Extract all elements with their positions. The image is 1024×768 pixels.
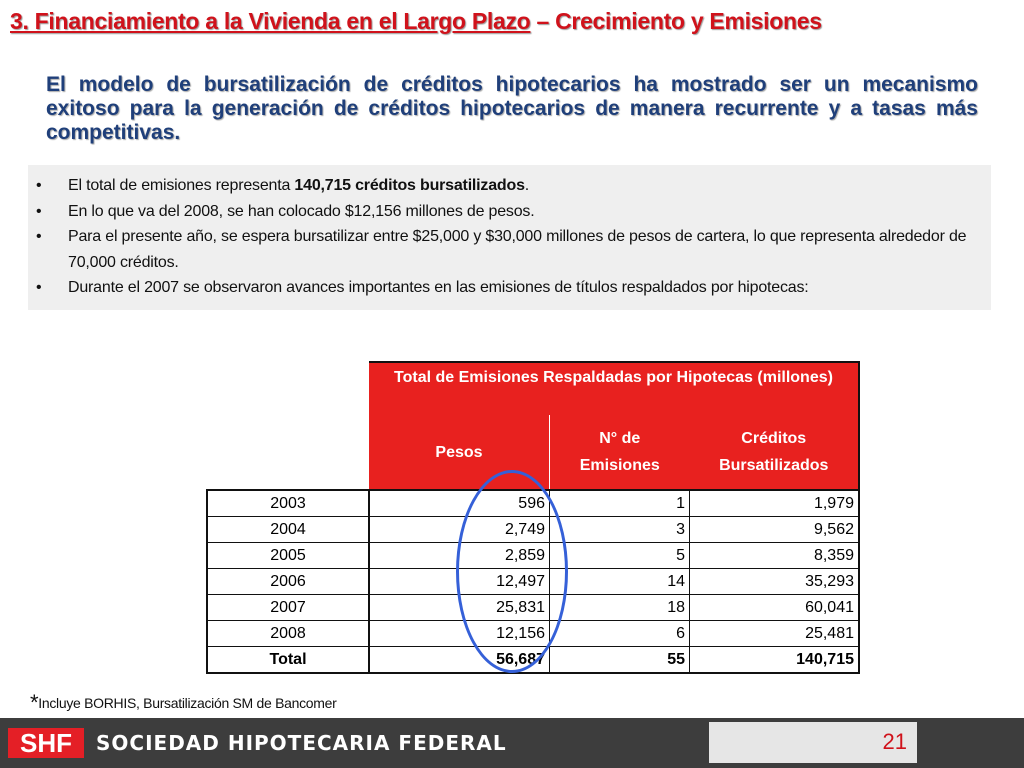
total-creditos: 140,715 xyxy=(690,647,860,674)
bullet-text: . xyxy=(524,177,530,194)
table-title: Total de Emisiones Respaldadas por Hipotecas (millones) xyxy=(369,362,859,415)
year-cell: 2006 xyxy=(207,569,369,595)
header-pesos: Pesos xyxy=(369,415,550,490)
year-cell: 2008 xyxy=(207,621,369,647)
creditos-cell: 8,359 xyxy=(690,543,860,569)
header-emisiones: N° de Emisiones xyxy=(550,415,690,490)
emisiones-cell: 18 xyxy=(550,595,690,621)
slide-title-main: 3. Financiamiento a la Vivienda en el Largo Plazo xyxy=(10,8,531,34)
footer-bar xyxy=(0,718,1024,768)
total-emisiones: 55 xyxy=(550,647,690,674)
bullet-item: • Durante el 2007 se observaron avances importantes en las emisiones de títulos respaldados por hipotecas: xyxy=(28,275,991,301)
intro-paragraph: El modelo de bursatilización de créditos hipotecarios ha mostrado ser un mecanismo exitoso para la generación de créditos hipotecarios de manera recurrente y a tasas más competitivas. xyxy=(46,73,978,144)
pesos-cell: 2,859 xyxy=(369,543,550,569)
page-number: 21 xyxy=(882,729,907,754)
pesos-cell: 12,497 xyxy=(369,569,550,595)
organization-name: SOCIEDAD HIPOTECARIA FEDERAL xyxy=(96,731,507,755)
total-label: Total xyxy=(207,647,369,674)
bullet-item: • Para el presente año, se espera bursatilizar entre $25,000 y $30,000 millones de pesos de cartera, lo que representa alrededor de 70,000 créditos. xyxy=(28,224,991,275)
bullet-text: El total de emisiones representa xyxy=(68,177,295,194)
emisiones-cell: 5 xyxy=(550,543,690,569)
pesos-cell: 596 xyxy=(369,490,550,517)
creditos-cell: 9,562 xyxy=(690,517,860,543)
emisiones-cell: 3 xyxy=(550,517,690,543)
pesos-cell: 12,156 xyxy=(369,621,550,647)
year-cell: 2003 xyxy=(207,490,369,517)
creditos-cell: 25,481 xyxy=(690,621,860,647)
creditos-cell: 35,293 xyxy=(690,569,860,595)
footnote-text: Incluye BORHIS, Bursatilización SM de Bancomer xyxy=(38,695,337,711)
year-cell: 2005 xyxy=(207,543,369,569)
slide-title xyxy=(10,8,822,35)
slide-title-sub: – Crecimiento y Emisiones xyxy=(530,8,822,34)
page-number-box xyxy=(709,722,917,763)
table-corner xyxy=(207,362,369,415)
pesos-cell: 2,749 xyxy=(369,517,550,543)
pesos-cell: 25,831 xyxy=(369,595,550,621)
header-creditos: Créditos Bursatilizados xyxy=(690,415,860,490)
emisiones-cell: 14 xyxy=(550,569,690,595)
bullet-item: • En lo que va del 2008, se han colocado $12,156 millones de pesos. xyxy=(28,199,991,225)
bullet-item xyxy=(28,173,991,199)
highlight-ellipse xyxy=(456,470,568,673)
emisiones-cell: 6 xyxy=(550,621,690,647)
footnote-asterisk: * xyxy=(30,690,39,715)
creditos-cell: 1,979 xyxy=(690,490,860,517)
bullet-bold-text: 140,715 créditos bursatilizados xyxy=(294,177,525,194)
year-cell: 2007 xyxy=(207,595,369,621)
emisiones-cell: 1 xyxy=(550,490,690,517)
creditos-cell: 60,041 xyxy=(690,595,860,621)
footnote xyxy=(30,690,336,716)
bullet-list xyxy=(28,165,991,310)
shf-logo: SHF xyxy=(8,728,84,758)
table-corner xyxy=(207,415,369,490)
year-cell: 2004 xyxy=(207,517,369,543)
total-pesos: 56,687 xyxy=(369,647,550,674)
